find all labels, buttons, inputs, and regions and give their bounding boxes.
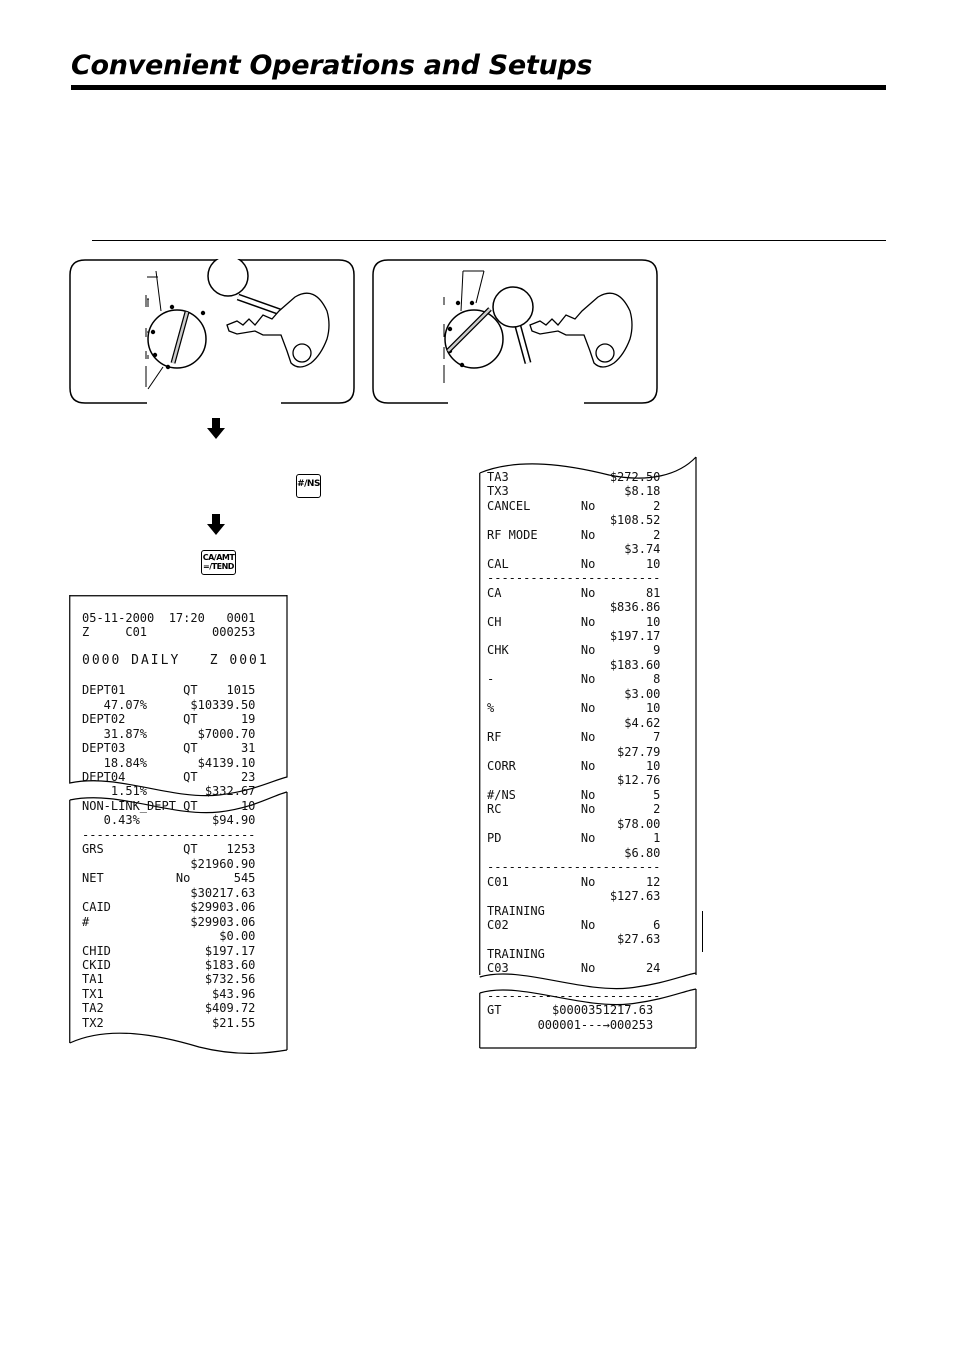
receipt-line: GRS QT 1253 [82, 842, 256, 857]
receipt-line: $27.63 [487, 932, 661, 947]
receipt-line: CH No 10 [487, 614, 661, 629]
magnifier-icon [493, 287, 533, 327]
receipt-line: Z C01 000253 [82, 625, 256, 640]
receipt-line: CANCEL No 2 [487, 498, 661, 513]
receipt-line: 0000 DAILY Z 0001 [82, 653, 269, 669]
receipt-line: $30217.63 [82, 885, 256, 900]
receipt-line: #/NS No 5 [487, 787, 661, 802]
receipt-line: $108.52 [487, 513, 661, 528]
register-key-icon [530, 293, 632, 367]
receipt-line: TX3 $8.18 [487, 484, 661, 499]
magnifier-icon [208, 259, 248, 296]
receipt-line: $197.17 [487, 628, 661, 643]
down-arrow-icon [207, 418, 225, 440]
receipt-line: $3.00 [487, 686, 661, 701]
receipt-line: $6.80 [487, 845, 661, 860]
receipt-line: CAL No 10 [487, 556, 661, 571]
receipt-line: CKID $183.60 [82, 957, 256, 972]
receipt-line: $127.63 [487, 889, 661, 904]
receipt-line: ------------------------ [487, 571, 661, 586]
receipt-line: RF No 7 [487, 730, 661, 745]
receipt-line: NET No 545 [82, 871, 256, 886]
receipt-line: $836.86 [487, 600, 661, 615]
receipt-line: % No 10 [487, 701, 661, 716]
mode-switch-panel-2 [372, 259, 658, 404]
receipt-line: TRAINING [487, 903, 545, 918]
receipt-line: RF MODE No 2 [487, 527, 661, 542]
receipt-line: PD No 1 [487, 831, 661, 846]
receipt-line: 0.43% $94.90 [82, 813, 256, 828]
receipt-line: DEPT01 QT 1015 [82, 683, 256, 698]
receipt-line: $21960.90 [82, 856, 256, 871]
receipt-line: $27.79 [487, 744, 661, 759]
receipt-line: $3.74 [487, 542, 661, 557]
receipt-line: CA No 81 [487, 585, 661, 600]
receipt-line: 18.84% $4139.10 [82, 755, 256, 770]
receipt-line: TX1 $43.96 [82, 986, 256, 1001]
receipt-line: CHID $197.17 [82, 943, 256, 958]
mode-dial-icon [445, 310, 503, 368]
receipt-line: TA2 $409.72 [82, 1001, 256, 1016]
receipt-line: C02 No 6 [487, 917, 661, 932]
receipt-line: NON-LINK_DEPT QT 10 [82, 799, 256, 813]
receipt-line: TA3 $272.50 [487, 470, 661, 484]
receipt-line: ------------------------ [487, 860, 661, 875]
receipt-line: $78.00 [487, 816, 661, 831]
receipt-line: CORR No 10 [487, 759, 661, 773]
register-key-icon [227, 293, 329, 367]
receipt-line: C03 No 24 [487, 961, 661, 976]
ca-amt-tend-key-icon: CA/AMT =/TEND [201, 550, 236, 575]
receipt-line: 31.87% $7000.70 [82, 726, 256, 741]
receipt-line: TA1 $732.56 [82, 972, 256, 987]
mode-switch-panel-1 [69, 259, 355, 404]
receipt-line: ------------------------ [82, 827, 256, 842]
receipt-line: # $29903.06 [82, 914, 256, 929]
receipt-line: ------------------------ [487, 989, 661, 1003]
page-title: Convenient Operations and Setups [71, 50, 593, 81]
receipt-line: DEPT02 QT 19 [82, 712, 256, 727]
receipt-line: TRAINING [487, 946, 545, 961]
receipt-line: C01 No 12 [487, 874, 661, 889]
down-arrow-icon [207, 514, 225, 536]
receipt-line: - No 8 [487, 672, 661, 687]
mode-switch-illustration-1 [69, 259, 355, 404]
section-divider [92, 240, 886, 241]
receipt-line: $183.60 [487, 657, 661, 672]
receipt-line: 05-11-2000 17:20 0001 [82, 611, 256, 625]
receipt-line: 000001---→000253 [487, 1017, 654, 1032]
receipt-line: RC No 2 [487, 802, 661, 817]
receipt-line: 47.07% $10339.50 [82, 697, 256, 712]
receipt-line: DEPT04 QT 23 [82, 769, 256, 784]
receipt-line: $12.76 [487, 773, 661, 788]
receipt-line: GT $0000351217.63 [487, 1003, 654, 1018]
receipt-line: CHK No 9 [487, 643, 661, 658]
ns-key-icon: #/NS [296, 474, 321, 498]
receipt-line: $4.62 [487, 715, 661, 730]
receipt-line: DEPT03 QT 31 [82, 741, 256, 756]
receipt-line: TX2 $21.55 [82, 1015, 256, 1030]
title-underline [71, 85, 886, 90]
receipt-line: 1.51% $332.67 [82, 784, 256, 799]
mode-switch-illustration-2 [372, 259, 658, 404]
receipt-line: CAID $29903.06 [82, 900, 256, 915]
receipt-line: $0.00 [82, 929, 256, 944]
side-marker-line [702, 911, 703, 952]
